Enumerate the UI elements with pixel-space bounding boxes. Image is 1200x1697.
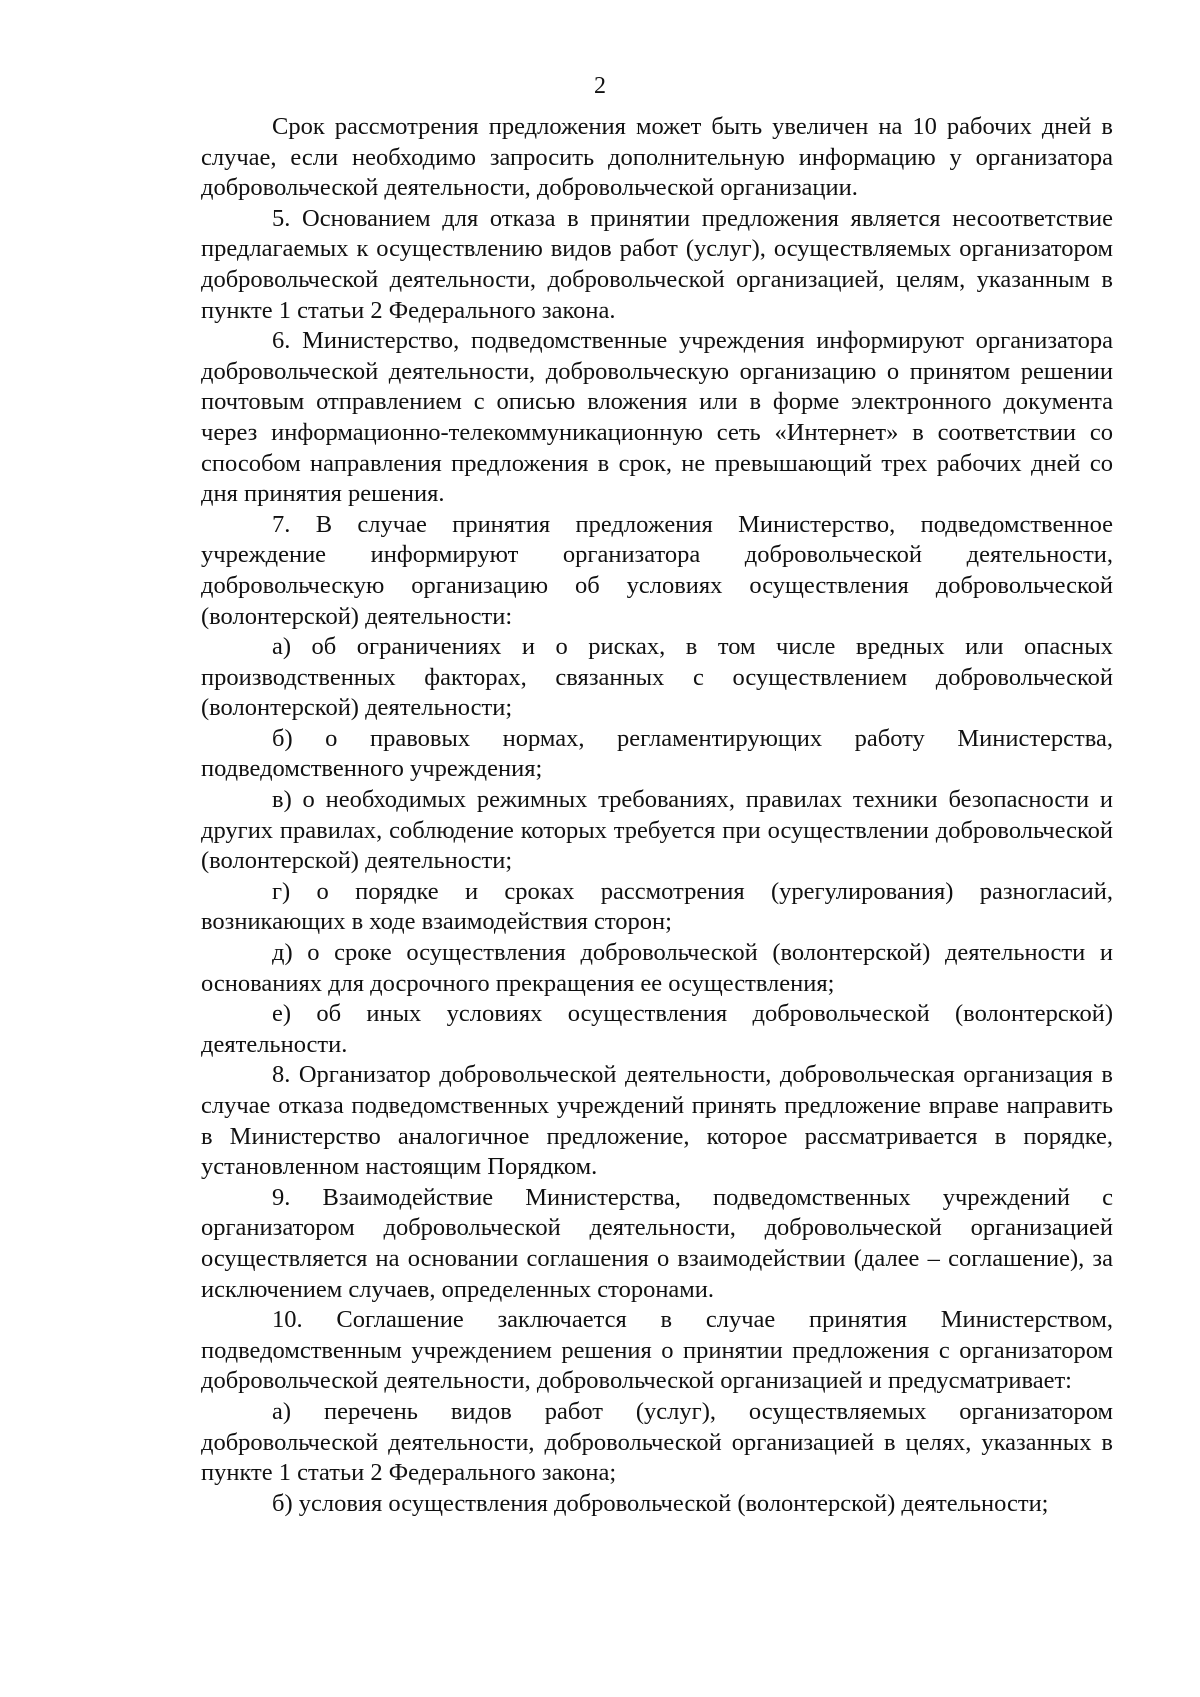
paragraph-item-10b: б) условия осуществления добровольческой (волонтерской) деятельности; — [272, 1489, 1049, 1517]
paragraph-review-extension: Срок рассмотрения предложения может быть увеличен на 10 рабочих дней в случае, если необходимо запросить дополнительную информацию у организатора добровольческой деятельности, добровольческой организации. — [201, 113, 1113, 202]
paragraph-item-7: 7. В случае принятия предложения Министерство, подведомственное учреждение информируют организатора добровольческой деятельности, добровольческую организацию об условиях осуществления добровольческой (волонтерской) деятельности: — [201, 510, 1113, 630]
paragraph-item-10a: а) перечень видов работ (услуг), осуществляемых организатором добровольческой деятельности, добровольческой организацией в целях, указанных в пункте 1 статьи 2 Федерального закона; — [201, 1397, 1113, 1487]
paragraph-item-10: 10. Соглашение заключается в случае принятия Министерством, подведомственным учреждением решения о принятии предложения с организатором добровольческой деятельности, добровольческой организацией и предусматривает: — [201, 1306, 1113, 1395]
paragraph-item-5: 5. Основанием для отказа в принятии предложения является несоответствие предлагаемых к осуществлению видов работ (услуг), осуществляемых организатором добровольческой деятельности, добровольческой организацией, целям, указанным в пункте 1 статьи 2 Федерального закона. — [201, 204, 1113, 324]
paragraph-item-8: 8. Организатор добровольческой деятельности, добровольческая организация в случае отказа подведомственных учреждений принять предложение вправе направить в Министерство аналогичное предложение, которое рассматривается в порядке, установленном настоящим Порядком. — [201, 1061, 1113, 1181]
paragraph-item-7g: г) о порядке и сроках рассмотрения (урегулирования) разногласий, возникающих в ходе взаимодействия сторон; — [201, 877, 1113, 936]
paragraph-item-7v: в) о необходимых режимных требованиях, правилах техники безопасности и других правилах, соблюдение которых требуется при осуществлении добровольческой (волонтерской) деятельности; — [201, 786, 1113, 875]
paragraph-item-6: 6. Министерство, подведомственные учреждения информируют организатора добровольческой деятельности, добровольческую организацию о принятом решении почтовым отправлением с описью вложения или в форме электронного документа через информационно-телекоммуникационную сеть «Интернет» в соответствии со способом направления предложения в срок, не превышающий трех рабочих дней со дня принятия решения. — [201, 327, 1113, 508]
paragraph-item-7d: д) о сроке осуществления добровольческой (волонтерской) деятельности и основаниях для досрочного прекращения ее осуществления; — [201, 939, 1113, 997]
document-body — [201, 112, 1113, 1519]
paragraph-item-7a: а) об ограничениях и о рисках, в том числе вредных или опасных производственных факторах, связанных с осуществлением добровольческой (волонтерской) деятельности; — [201, 633, 1113, 722]
paragraph-item-7e: е) об иных условиях осуществления добровольческой (волонтерской) деятельности. — [201, 1000, 1113, 1058]
paragraph-item-7b: б) о правовых нормах, регламентирующих работу Министерства, подведомственного учреждения; — [201, 724, 1113, 783]
paragraph-item-9: 9. Взаимодействие Министерства, подведомственных учреждений с организатором добровольческой деятельности, добровольческой организацией осуществляется на основании соглашения о взаимодействии (далее – соглашение), за исключением случаев, определенных сторонами. — [201, 1183, 1113, 1303]
page-number: 2 — [594, 73, 606, 99]
